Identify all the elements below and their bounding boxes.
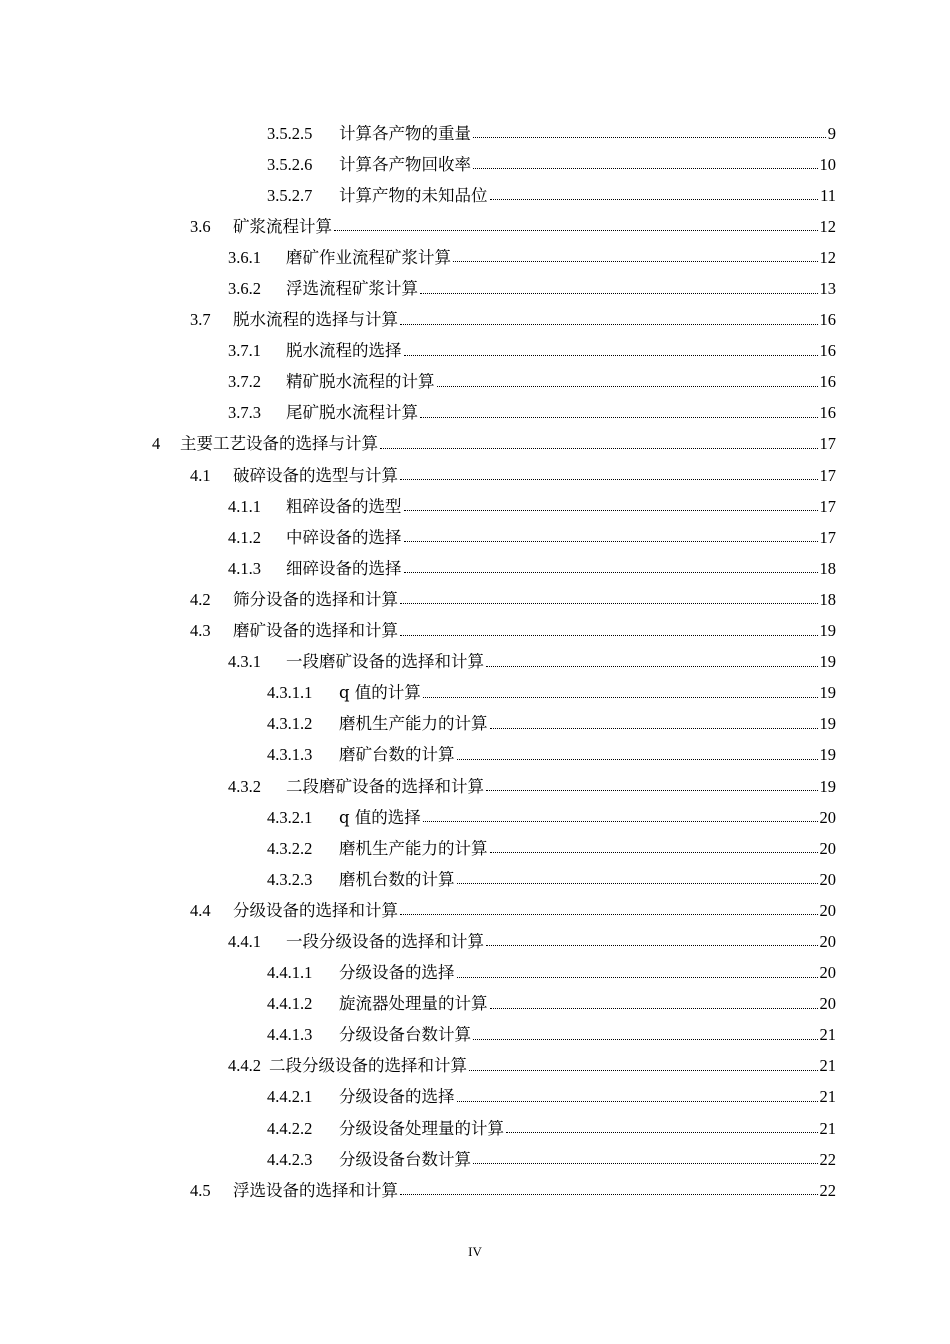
toc-entry-number: 4.4.2 xyxy=(228,1056,261,1076)
toc-dot-leader xyxy=(423,697,818,698)
toc-entry-title: 分级设备台数计算 xyxy=(339,1025,471,1045)
toc-entry-number: 4.5 xyxy=(190,1180,211,1200)
toc-entry-title: 脱水流程的选择与计算 xyxy=(233,310,398,330)
toc-entry[interactable] xyxy=(0,367,950,398)
toc-entry[interactable] xyxy=(0,1051,950,1082)
toc-entry[interactable] xyxy=(0,1144,950,1175)
toc-entry[interactable] xyxy=(0,864,950,895)
toc-dot-leader xyxy=(400,635,818,636)
toc-entry-page: 21 xyxy=(819,1087,836,1107)
toc-entry-page: 19 xyxy=(819,714,836,734)
toc-dot-leader xyxy=(400,914,818,915)
toc-entry-title: 计算产物的未知品位 xyxy=(339,185,488,205)
toc-entry-title: 浮选流程矿浆计算 xyxy=(286,279,418,299)
toc-dot-leader xyxy=(486,790,818,791)
toc-entry[interactable] xyxy=(0,584,950,615)
toc-entry[interactable] xyxy=(0,709,950,740)
toc-entry-title: q 值的计算 xyxy=(339,683,421,703)
toc-entry-title: 一段分级设备的选择和计算 xyxy=(286,931,484,951)
toc-dot-leader xyxy=(457,1101,818,1102)
toc-entry[interactable] xyxy=(0,895,950,926)
toc-entry-page: 19 xyxy=(819,776,836,796)
toc-entry-title: 磨矿台数的计算 xyxy=(339,745,455,765)
toc-entry[interactable] xyxy=(0,616,950,647)
toc-entry-title: 分级设备的选择和计算 xyxy=(233,900,398,920)
toc-entry[interactable] xyxy=(0,398,950,429)
toc-entry[interactable] xyxy=(0,1113,950,1144)
toc-entry-title: 二段磨矿设备的选择和计算 xyxy=(286,776,484,796)
toc-entry-number: 3.7.3 xyxy=(228,403,261,423)
toc-entry-page: 18 xyxy=(819,589,836,609)
toc-entry[interactable] xyxy=(0,1175,950,1206)
toc-entry-page: 19 xyxy=(819,621,836,641)
toc-dot-leader xyxy=(469,1070,818,1071)
toc-entry[interactable] xyxy=(0,647,950,678)
toc-entry-page: 22 xyxy=(819,1149,836,1169)
toc-entry-page: 21 xyxy=(819,1025,836,1045)
toc-entry-number: 4.3.2.1 xyxy=(267,807,313,827)
toc-entry[interactable] xyxy=(0,211,950,242)
toc-entry-page: 12 xyxy=(819,216,836,236)
toc-entry-page: 9 xyxy=(827,123,836,143)
toc-entry-title: 一段磨矿设备的选择和计算 xyxy=(286,652,484,672)
toc-entry-page: 16 xyxy=(819,310,836,330)
toc-dot-leader xyxy=(457,759,818,760)
toc-entry[interactable] xyxy=(0,336,950,367)
toc-entry-page: 17 xyxy=(819,465,836,485)
toc-dot-leader xyxy=(404,510,818,511)
toc-entry-number: 4.1.3 xyxy=(228,558,261,578)
toc-entry-page: 20 xyxy=(819,963,836,983)
toc-entry-page: 20 xyxy=(819,838,836,858)
toc-entry-number: 4.4.1.2 xyxy=(267,994,313,1014)
toc-dot-leader xyxy=(400,603,818,604)
toc-dot-leader xyxy=(473,137,826,138)
toc-entry-title: 筛分设备的选择和计算 xyxy=(233,589,398,609)
toc-entry-number: 3.5.2.5 xyxy=(267,123,313,143)
toc-entry[interactable] xyxy=(0,180,950,211)
toc-entry-title: 矿浆流程计算 xyxy=(233,216,332,236)
toc-entry-number: 4.1.1 xyxy=(228,496,261,516)
toc-entry-number: 4.4.1 xyxy=(228,931,261,951)
toc-entry-number: 3.7.2 xyxy=(228,372,261,392)
toc-dot-leader xyxy=(490,199,819,200)
toc-entry-page: 20 xyxy=(819,900,836,920)
toc-entry[interactable] xyxy=(0,833,950,864)
toc-entry-page: 20 xyxy=(819,994,836,1014)
toc-entry-title: 计算各产物的重量 xyxy=(339,123,471,143)
toc-entry-title: 浮选设备的选择和计算 xyxy=(233,1180,398,1200)
toc-entry-title: 破碎设备的选型与计算 xyxy=(233,465,398,485)
toc-entry-page: 16 xyxy=(819,341,836,361)
toc-entry[interactable] xyxy=(0,522,950,553)
toc-entry[interactable] xyxy=(0,273,950,304)
toc-entry-title: 中碎设备的选择 xyxy=(286,527,402,547)
toc-entry-number: 4.1.2 xyxy=(228,527,261,547)
toc-entry-title: 磨机生产能力的计算 xyxy=(339,714,488,734)
toc-entry-number: 4.3.1.2 xyxy=(267,714,313,734)
toc-entry[interactable] xyxy=(0,149,950,180)
toc-entry-number: 4.3.2.2 xyxy=(267,838,313,858)
toc-entry-number: 3.6.1 xyxy=(228,247,261,267)
toc-entry[interactable] xyxy=(0,491,950,522)
toc-dot-leader xyxy=(400,324,818,325)
toc-entry-number: 4.4 xyxy=(190,900,211,920)
toc-entry-title: 旋流器处理量的计算 xyxy=(339,994,488,1014)
toc-entry-title: 二段分级设备的选择和计算 xyxy=(269,1056,467,1076)
toc-dot-leader xyxy=(400,479,818,480)
toc-entry-title: 磨机台数的计算 xyxy=(339,869,455,889)
toc-entry-page: 17 xyxy=(819,496,836,516)
toc-entry[interactable] xyxy=(0,740,950,771)
toc-entry-title: 磨矿作业流程矿浆计算 xyxy=(286,247,451,267)
toc-entry[interactable] xyxy=(0,958,950,989)
toc-entry-page: 19 xyxy=(819,683,836,703)
toc-entry-page: 10 xyxy=(819,154,836,174)
toc-entry-title: 分级设备的选择 xyxy=(339,1087,455,1107)
toc-entry-number: 4.3.1.3 xyxy=(267,745,313,765)
page-number-footer: IV xyxy=(468,1244,482,1259)
toc-dot-leader xyxy=(453,261,818,262)
toc-dot-leader xyxy=(490,728,818,729)
toc-dot-leader xyxy=(334,230,818,231)
toc-dot-leader xyxy=(404,541,818,542)
toc-entry-number: 4.3.2 xyxy=(228,776,261,796)
toc-entry-number: 4.4.1.1 xyxy=(267,963,313,983)
toc-entry-page: 20 xyxy=(819,931,836,951)
toc-dot-leader xyxy=(486,666,818,667)
toc-entry-page: 17 xyxy=(819,434,836,454)
toc-dot-leader xyxy=(437,386,818,387)
toc-dot-leader xyxy=(486,945,818,946)
toc-entry-number: 4.3 xyxy=(190,621,211,641)
toc-dot-leader xyxy=(473,1163,818,1164)
toc-dot-leader xyxy=(400,1194,818,1195)
toc-entry[interactable] xyxy=(0,926,950,957)
toc-entry-title: 精矿脱水流程的计算 xyxy=(286,372,435,392)
toc-entry-title: 粗碎设备的选型 xyxy=(286,496,402,516)
toc-entry-page: 20 xyxy=(819,807,836,827)
toc-entry-title: 分级设备的选择 xyxy=(339,963,455,983)
toc-entry[interactable] xyxy=(0,678,950,709)
toc-entry-number: 3.7.1 xyxy=(228,341,261,361)
toc-entry-page: 16 xyxy=(819,372,836,392)
toc-dot-leader xyxy=(506,1132,818,1133)
table-of-contents xyxy=(0,118,950,1206)
toc-dot-leader xyxy=(423,821,818,822)
toc-entry-number: 3.7 xyxy=(190,310,211,330)
toc-entry-title: 磨机生产能力的计算 xyxy=(339,838,488,858)
toc-dot-leader xyxy=(473,168,818,169)
toc-entry-number: 4.4.2.3 xyxy=(267,1149,313,1169)
toc-entry-number: 4.4.2.1 xyxy=(267,1087,313,1107)
toc-entry-number: 3.6.2 xyxy=(228,279,261,299)
toc-entry-page: 20 xyxy=(819,869,836,889)
toc-entry-number: 4.4.2.2 xyxy=(267,1118,313,1138)
toc-entry-page: 22 xyxy=(819,1180,836,1200)
toc-entry-page: 18 xyxy=(819,558,836,578)
toc-dot-leader xyxy=(457,883,818,884)
toc-entry[interactable] xyxy=(0,1082,950,1113)
toc-entry-title: 分级设备处理量的计算 xyxy=(339,1118,504,1138)
toc-entry-number: 4.4.1.3 xyxy=(267,1025,313,1045)
toc-entry-page: 16 xyxy=(819,403,836,423)
toc-entry-title: 磨矿设备的选择和计算 xyxy=(233,621,398,641)
toc-entry-number: 3.5.2.6 xyxy=(267,154,313,174)
toc-entry-number: 4.1 xyxy=(190,465,211,485)
toc-entry-number: 4.3.2.3 xyxy=(267,869,313,889)
toc-dot-leader xyxy=(490,1008,818,1009)
toc-entry-page: 19 xyxy=(819,652,836,672)
toc-entry[interactable] xyxy=(0,429,950,460)
toc-entry[interactable] xyxy=(0,305,950,336)
toc-entry-number: 4.3.1.1 xyxy=(267,683,313,703)
toc-dot-leader xyxy=(490,852,818,853)
toc-entry-page: 11 xyxy=(820,185,836,205)
toc-entry-title: 计算各产物回收率 xyxy=(339,154,471,174)
toc-dot-leader xyxy=(420,417,818,418)
toc-entry-title: q 值的选择 xyxy=(339,807,421,827)
toc-dot-leader xyxy=(473,1039,818,1040)
toc-entry-title: 脱水流程的选择 xyxy=(286,341,402,361)
toc-entry[interactable] xyxy=(0,553,950,584)
toc-entry-title: 主要工艺设备的选择与计算 xyxy=(180,434,378,454)
toc-entry-page: 21 xyxy=(819,1056,836,1076)
toc-entry-page: 19 xyxy=(819,745,836,765)
toc-entry[interactable] xyxy=(0,802,950,833)
toc-entry-number: 3.5.2.7 xyxy=(267,185,313,205)
toc-entry[interactable] xyxy=(0,118,950,149)
toc-dot-leader xyxy=(420,293,818,294)
toc-dot-leader xyxy=(404,355,818,356)
toc-entry-number: 3.6 xyxy=(190,216,211,236)
toc-entry[interactable] xyxy=(0,771,950,802)
toc-entry-number: 4.3.1 xyxy=(228,652,261,672)
toc-entry-title: 分级设备台数计算 xyxy=(339,1149,471,1169)
toc-entry[interactable] xyxy=(0,989,950,1020)
toc-dot-leader xyxy=(404,572,818,573)
toc-entry[interactable] xyxy=(0,242,950,273)
toc-entry[interactable] xyxy=(0,1020,950,1051)
toc-entry-page: 12 xyxy=(819,247,836,267)
toc-entry-page: 13 xyxy=(819,279,836,299)
toc-entry-page: 21 xyxy=(819,1118,836,1138)
toc-dot-leader xyxy=(380,448,818,449)
toc-entry-title: 尾矿脱水流程计算 xyxy=(286,403,418,423)
toc-dot-leader xyxy=(457,977,818,978)
toc-entry-page: 17 xyxy=(819,527,836,547)
toc-entry-title: 细碎设备的选择 xyxy=(286,558,402,578)
toc-entry-number: 4.2 xyxy=(190,589,211,609)
toc-entry[interactable] xyxy=(0,460,950,491)
toc-entry-number: 4 xyxy=(152,434,161,454)
